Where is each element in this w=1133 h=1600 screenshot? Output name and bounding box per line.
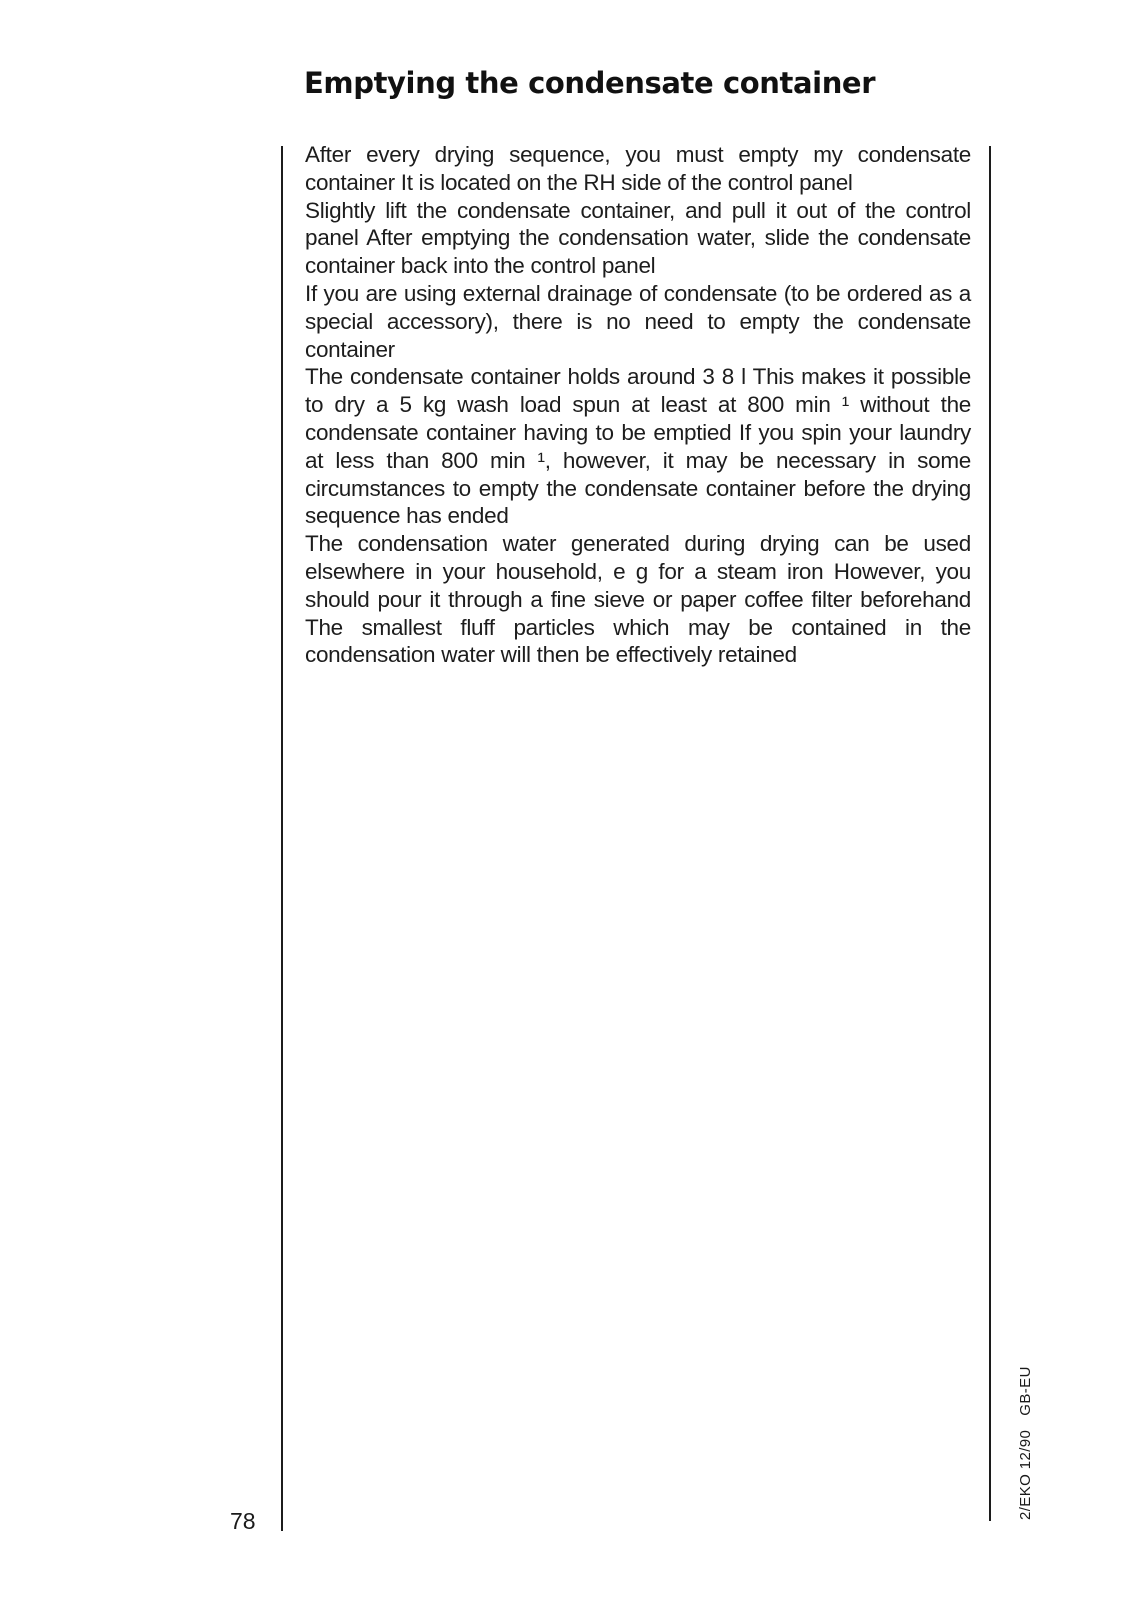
paragraph-emptying: After every drying sequence, you must empty my condensate container It is located on the RH side of the control panel [305,142,971,195]
page-number: 78 [230,1508,256,1534]
paragraph-removal: Slightly lift the condensate container, and pull it out of the control panel After emptying the condensation water, slide the condensate container back into the control panel [305,197,971,279]
document-region-code: GB-EU [1017,1366,1034,1416]
paragraph-external-drainage: If you are using external drainage of condensate (to be ordered as a special accessory), there is no need to empty the condensate container [305,280,971,362]
body-text [305,141,971,669]
paragraph-capacity: The condensate container holds around 3 8 l This makes it possible to dry a 5 kg wash load spun at least at 800 min ¹ without the condensate container having to be emptied If you spin your laundry at less than 800 min ¹, however, it may be necessary in some circumstances to empty the condensate container before the drying sequence has ended [305,364,971,529]
document-code-number: 2/EKO 12/90 [1017,1429,1034,1520]
right-margin-rule [989,146,991,1521]
left-margin-rule [281,146,283,1531]
document-code [1017,1366,1034,1520]
page-title: Emptying the condensate container [304,66,876,100]
paragraph-reuse: The condensation water generated during drying can be used elsewhere in your household, e g for a steam iron However, you should pour it through a fine sieve or paper coffee filter beforehand The smallest fluff particles which may be contained in the condensation water will then be effectively retained [305,531,971,668]
